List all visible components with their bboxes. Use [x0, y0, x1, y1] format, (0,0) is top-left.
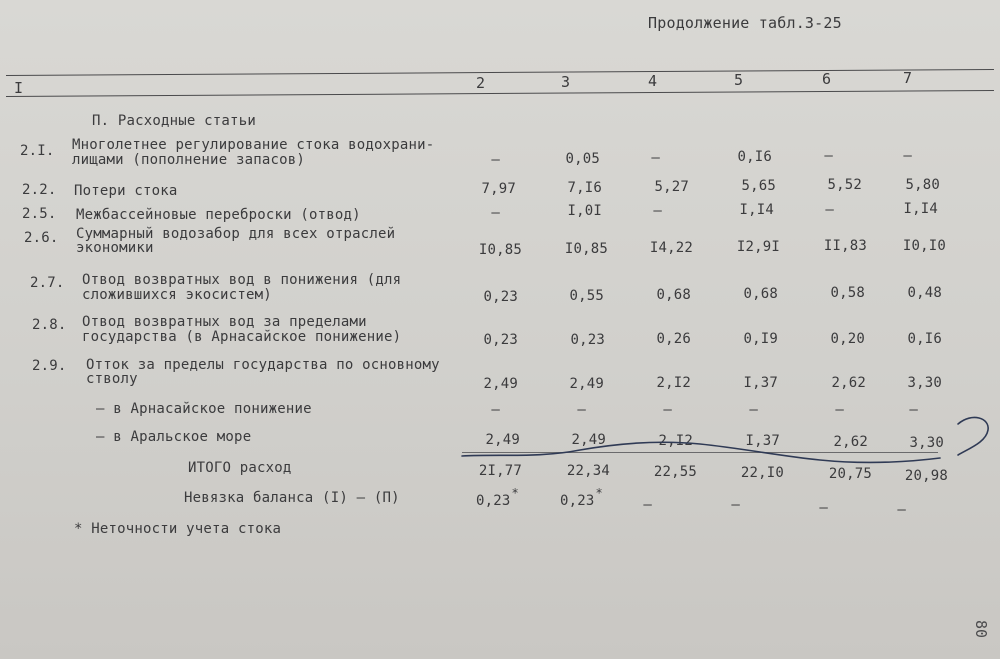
table-cell: –	[824, 148, 833, 164]
table-cell: I4,22	[649, 240, 693, 256]
table-cell: 7,I6	[567, 180, 602, 196]
table-cell: –	[897, 502, 906, 518]
total-label: ИТОГО расход	[188, 460, 292, 476]
table-cell: 22,I0	[740, 465, 784, 481]
table-cell: I,I4	[739, 202, 774, 218]
table-cell: 0,68	[743, 286, 778, 302]
section-title: П. Расходные статьи	[92, 113, 256, 129]
table-cell: –	[749, 402, 758, 418]
col-header-1: I	[14, 79, 24, 97]
row-number: 2.5.	[22, 206, 57, 222]
footnote-mark: *	[595, 486, 603, 500]
table-cell: –	[491, 152, 500, 168]
table-cell: 22,55	[653, 464, 697, 480]
table-cell: –	[909, 402, 918, 418]
row-number: 2.2.	[22, 182, 57, 198]
row-label-line: сложившихся экосистем)	[82, 287, 272, 303]
table-cell: I0,85	[478, 242, 522, 258]
table-cell: I,I4	[903, 201, 938, 217]
balance-value: 0,23	[560, 493, 595, 509]
col-header-2: 2	[476, 74, 486, 92]
col-header-6: 6	[822, 70, 832, 88]
table-cell: 5,52	[827, 177, 862, 193]
table-cell: 2,62	[831, 375, 866, 391]
balance-value: 0,23	[476, 493, 511, 509]
page-number: 80	[971, 619, 990, 639]
table-cell: –	[825, 202, 834, 218]
table-cell: –	[835, 402, 844, 418]
table-cell: I,37	[745, 433, 780, 449]
table-cell: –	[819, 500, 828, 516]
table-cell: I0,I0	[902, 238, 946, 254]
table-cell: 2,I2	[658, 433, 693, 449]
table-cell: 0,I9	[743, 331, 778, 347]
table-cell: 3,30	[909, 435, 944, 451]
row-label-line: Суммарный водозабор для всех отраслей	[76, 226, 396, 242]
row-label-line: – в Аральское море	[96, 429, 252, 445]
table-cell: 2,49	[485, 432, 520, 448]
table-cell: 20,75	[828, 466, 872, 482]
table-cell: 0,20	[830, 331, 865, 347]
table-cell: 22,34	[566, 463, 610, 479]
table-cell: 0,68	[656, 287, 691, 303]
row-number: 2.9.	[32, 358, 67, 374]
table-cell: –	[651, 150, 660, 166]
table-cell: 7,97	[481, 181, 516, 197]
table-cell: –	[577, 402, 586, 418]
table-cell: –	[491, 402, 500, 418]
row-number: 2.8.	[32, 317, 67, 333]
table-cell: –	[731, 497, 740, 513]
row-number: 2.6.	[24, 230, 59, 246]
col-header-3: 3	[561, 73, 571, 91]
table-cell: 2,49	[569, 376, 604, 392]
row-label-line: Потери стока	[74, 183, 178, 199]
row-label-line: – в Арнасайское понижение	[96, 401, 312, 417]
table-cell: 0,55	[569, 288, 604, 304]
row-number: 2.7.	[30, 275, 65, 291]
balance-label: Невязка баланса (I) – (П)	[184, 490, 400, 506]
table-cell: –	[491, 205, 500, 221]
row-number: 2.I.	[20, 143, 55, 159]
table-cell: –	[663, 402, 672, 418]
table-cell: 2,I2	[656, 375, 691, 391]
row-label-line: экономики	[76, 240, 154, 256]
table-cell: 2,62	[833, 434, 868, 450]
table-cell: –	[653, 203, 662, 219]
table-cell: I2,9I	[736, 239, 780, 255]
table-cell: 0,05	[565, 151, 600, 167]
table-cell: 0,I6	[907, 331, 942, 347]
table-cell: I,37	[743, 375, 778, 391]
table-cell: –	[643, 497, 652, 513]
row-label-line: государства (в Арнасайское понижение)	[82, 329, 402, 345]
table-caption: Продолжение табл.3-25	[648, 14, 842, 32]
row-label-line: стволу	[86, 371, 138, 387]
table-cell: 5,27	[654, 179, 689, 195]
table-cell: 0,23	[570, 332, 605, 348]
col-header-4: 4	[648, 72, 658, 90]
footnote-mark: *	[511, 486, 519, 500]
table-cell: 0,23	[483, 332, 518, 348]
table-cell: 0,I6	[737, 149, 772, 165]
row-label-line: лищами (пополнение запасов)	[72, 152, 305, 168]
row-label-line: Отток за пределы государства по основному	[86, 357, 440, 373]
col-header-5: 5	[734, 71, 744, 89]
table-cell: 2,49	[483, 376, 518, 392]
table-cell: 0,48	[907, 285, 942, 301]
row-label-line: Отвод возвратных вод в понижения (для	[82, 272, 402, 288]
table-cell: 5,80	[905, 177, 940, 193]
row-label-line: Многолетнее регулирование стока водохрани-	[72, 137, 435, 153]
table-cell: 2I,77	[478, 463, 522, 479]
table-cell: 0,26	[656, 331, 691, 347]
table-cell: I0,85	[564, 241, 608, 257]
table-cell: 2,49	[571, 432, 606, 448]
table-cell: I,0I	[567, 203, 602, 219]
table-cell: II,83	[823, 238, 867, 254]
table-cell: 0,58	[830, 285, 865, 301]
table-cell: 20,98	[904, 468, 948, 484]
footnote: * Неточности учета стока	[74, 521, 282, 537]
table-cell: –	[903, 148, 912, 164]
table-cell: 3,30	[907, 375, 942, 391]
row-label-line: Отвод возвратных вод за пределами	[82, 314, 367, 330]
table-cell: 5,65	[741, 178, 776, 194]
table-cell: 0,23	[483, 289, 518, 305]
col-header-7: 7	[903, 69, 913, 87]
row-label-line: Межбассейновые переброски (отвод)	[76, 207, 361, 223]
